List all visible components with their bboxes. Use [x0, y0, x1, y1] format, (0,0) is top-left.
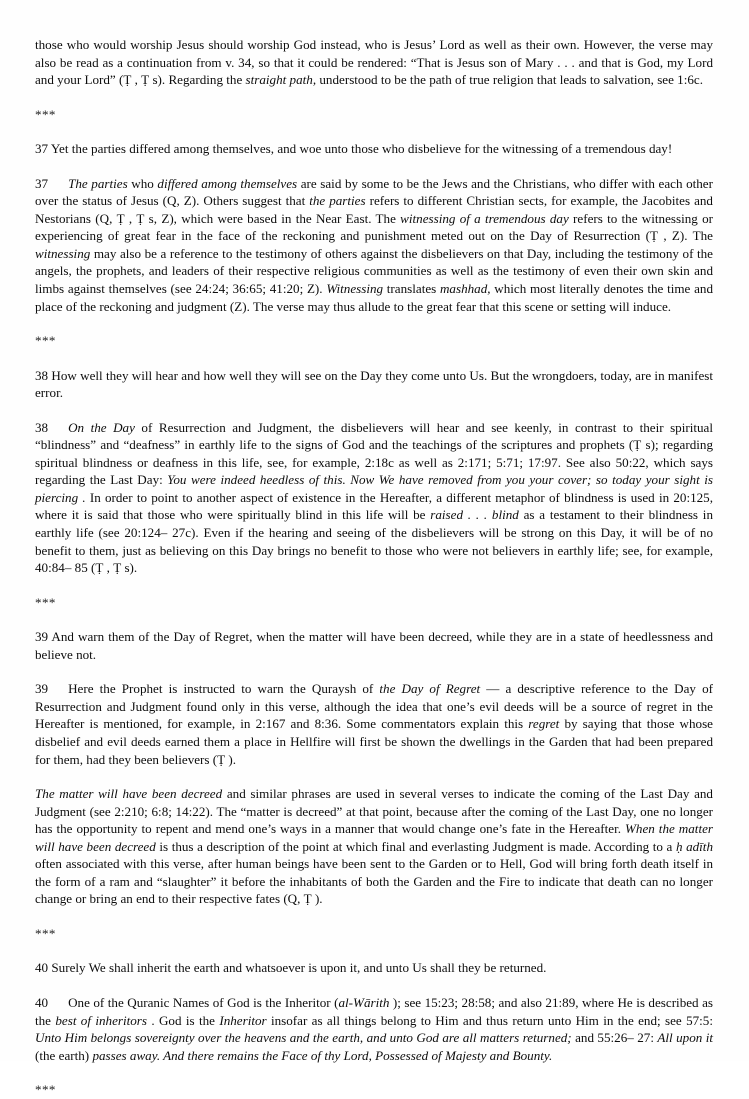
commentary-verse-number: 38	[35, 419, 49, 435]
italic-lemma: regret	[528, 716, 560, 732]
italic-lemma: When the matter will have been decreed	[35, 821, 713, 854]
text-run: One of the Quranic Names of God is the Inheritor (	[68, 994, 339, 1010]
italic-lemma: The matter will have been decreed	[35, 786, 223, 802]
spacer	[35, 611, 713, 628]
commentary-verse-number: 40	[35, 994, 49, 1010]
italic-lemma: straight path,	[245, 72, 317, 88]
text-run: refers to the witnessing or experiencing of great fear in the face of the reckoning and punishment meted out on the Day of Resurrection (Ṭ , Z). The	[35, 210, 713, 244]
text-run: refers to different Christian sects, for example, the Jacobites and Nestorians (Q, Ṭ , Ṭ s, Z), which were based in the Near East. The	[35, 193, 713, 226]
text-run: who	[127, 175, 158, 191]
section-separator: ***	[35, 106, 56, 122]
paragraph-commentary-37	[35, 175, 713, 315]
section-separator: ***	[35, 333, 56, 349]
text-run: 39	[35, 629, 52, 645]
text-run: In order to point to another aspect of existence in the Hereafter, a different metaphor of blindness is used in 20:125, where it is said that those who were spiritually blind in this life will be	[35, 489, 713, 523]
italic-lemma: passes away. And there remains the Face of thy Lord, Possessed of Majesty and Bounty.	[92, 1047, 553, 1063]
paragraph-commentary-39a	[35, 680, 713, 768]
text-run: insofar as all things belong to Him and thus return unto Him in the end; see 57:5:	[266, 1012, 713, 1028]
text-run: 40	[35, 960, 52, 976]
spacer	[35, 315, 713, 332]
paragraph-commentary-continuation	[35, 36, 713, 89]
verse-translation-40	[35, 959, 713, 977]
verse-number-gap	[48, 994, 68, 1012]
italic-lemma: The parties	[68, 175, 128, 191]
text-run: Surely We shall inherit the earth and whatsoever is upon it, and unto Us shall they be returned.	[51, 960, 547, 976]
text-run: as a testament to their blindness in earthly life (see 20:124– 27c). Even if the hearing and seeing of the disbelievers will be strong on this Day, it will be of no benefit to them, just as believing on this Day brings no benefit to those who were not believers in earthly life; see, for example, 40:84– 85 (Ṭ , Ṭ s).	[35, 507, 713, 576]
text-run: understood to be the path of true religion that leads to salvation, see 1:6c.	[316, 72, 704, 88]
text-run: may also be a reference to the testimony of others against the disbelievers on that Day, including the testimony of the angels, the prophets, and leaders of their respective religious communities as well as the testimony of even their own skin and limbs against themselves (see 24:24; 36:65; 41:20; Z).	[35, 245, 713, 297]
italic-lemma: the Day of Regret	[379, 681, 481, 697]
section-separator: ***	[35, 925, 56, 941]
spacer	[35, 908, 713, 925]
spacer	[35, 350, 713, 367]
text-run: . God is the	[147, 1012, 220, 1028]
spacer	[35, 1064, 713, 1081]
text-run: 38	[35, 367, 52, 383]
text-run: Yet the parties differed among themselves, and woe unto those who disbelieve for the witnessing of a tremendous day!	[50, 141, 673, 157]
italic-lemma: witnessing	[35, 245, 91, 261]
italic-lemma: differed among themselves	[157, 175, 298, 191]
text-run: often associated with this verse, after human beings have been sent to the Garden or to Hell, God will bring forth death itself in the form of a ram and “slaughter” it before the inhabitants of both the Garden and the Fire to indicate that death can no longer change or bring an end to their respective fates (Q, Ṭ ).	[35, 856, 713, 907]
paragraph-commentary-40	[35, 994, 713, 1064]
text-run: — a descriptive reference to the Day of Resurrection and Judgment found only in this verse, although the idea that one’s evil deeds will be a source of regret in the Hereafter is mentioned, for example, in 2:167 and 8:36. Some commentators explain this	[35, 681, 713, 732]
text-run: which most literally denotes the time and place of the reckoning and judgment (Z). The verse may thus allude to the great fear that this scene or setting will induce.	[35, 281, 713, 314]
italic-lemma: Witnessing	[326, 281, 384, 297]
text-run: And warn them of the Day of Regret, when the matter will have been decreed, while they are in a state of heedlessness and believe not.	[35, 629, 713, 662]
commentary-verse-number: 39	[35, 681, 49, 697]
italic-lemma: Inheritor	[219, 1012, 267, 1028]
text-run: those who would worship Jesus should worship God instead, who is Jesus’ Lord as well as their own. However, the verse may also be read as a continuation from v. 34, so that it could be rendered: “That is Jesus son of Mary . . . and that is God, my Lord and your Lord” (Ṭ , Ṭ s). Regarding the	[35, 37, 713, 88]
spacer	[35, 158, 713, 175]
section-separator: ***	[35, 594, 56, 610]
commentary-verse-number: 37	[35, 175, 49, 191]
verse-translation-37	[35, 140, 713, 158]
paragraph-commentary-39b	[35, 785, 713, 908]
italic-lemma: best of inheritors	[55, 1012, 147, 1028]
italic-lemma: Unto Him belongs sovereignty over the heavens and the earth, and unto God are all matters returned;	[35, 1030, 572, 1046]
text-run: 37	[35, 141, 51, 157]
verse-translation-38	[35, 367, 713, 402]
text-run: (the earth)	[35, 1047, 93, 1063]
text-run: How well they will hear and how well they will see on the Day they come unto Us. But the wrongdoers, today, are in manifest error.	[35, 367, 713, 401]
spacer	[35, 663, 713, 680]
text-run: translates	[383, 281, 440, 297]
text-run: and 55:26– 27:	[571, 1030, 658, 1046]
verse-number-gap	[48, 680, 68, 698]
verse-number-gap	[48, 175, 68, 193]
verse-number-gap	[48, 419, 68, 437]
italic-lemma: raised . . . blind	[430, 507, 519, 523]
italic-lemma: the parties	[309, 193, 366, 209]
italic-lemma: mashhad,	[439, 281, 491, 297]
italic-lemma: On the Day	[68, 419, 135, 435]
italic-lemma: You were indeed heedless of this. Now We have removed from you your cover; so today your sight is piercing .	[35, 472, 713, 505]
spacer	[35, 577, 713, 594]
text-run: are said by some to be the Jews and the Christians, who differ with each other over the status of Jesus (Q, Z). Others suggest that	[35, 175, 713, 209]
text-run: ); see 15:23; 28:58; and also 21:89, where He is described as the	[35, 994, 713, 1028]
paragraph-commentary-38	[35, 419, 713, 577]
text-run: of Resurrection and Judgment, the disbelievers will hear and see keenly, in contrast to their spiritual “blindness” and “deafness” in earthly life to the signs of God and the teachings of the scriptures and prophets (Ṭ s); regarding spiritual blindness or deafness in this life, see, for example, 2:18c as well as 2:171; 5:71; 17:97. See also 50:22, which says regarding the Last Day:	[35, 419, 713, 488]
text-run: by saying that those whose disbelief and evil deeds earned them a place in Hellfire will first be shown the dwellings in the Garden that had been prepared for them, had they been believers (Ṭ ).	[35, 716, 713, 767]
section-separator: ***	[35, 1082, 56, 1098]
spacer	[35, 977, 713, 994]
italic-lemma: All upon it	[657, 1030, 713, 1046]
spacer	[35, 768, 713, 785]
spacer	[35, 402, 713, 419]
spacer	[35, 942, 713, 959]
text-run: and similar phrases are used in several verses to indicate the coming of the Last Day and Judgment (see 2:210; 6:8; 14:22). The “matter is decreed” at that point, because after the coming of the Last Day, one no longer has the opportunity to repent and mend one’s ways in a manner that would change one’s fate in the Hereafter.	[35, 786, 713, 837]
italic-lemma: witnessing of a tremendous day	[400, 210, 569, 226]
italic-lemma: al-Wārith	[338, 994, 390, 1010]
text-run: Here the Prophet is instructed to warn the Quraysh of	[68, 681, 380, 697]
text-run: is thus a description of the point at which final and everlasting Judgment is made. According to a	[155, 838, 676, 854]
page-text-column	[35, 36, 713, 1099]
italic-lemma: ḥ adīth	[675, 838, 713, 854]
spacer	[35, 123, 713, 140]
spacer	[35, 89, 713, 106]
verse-translation-39	[35, 628, 713, 663]
